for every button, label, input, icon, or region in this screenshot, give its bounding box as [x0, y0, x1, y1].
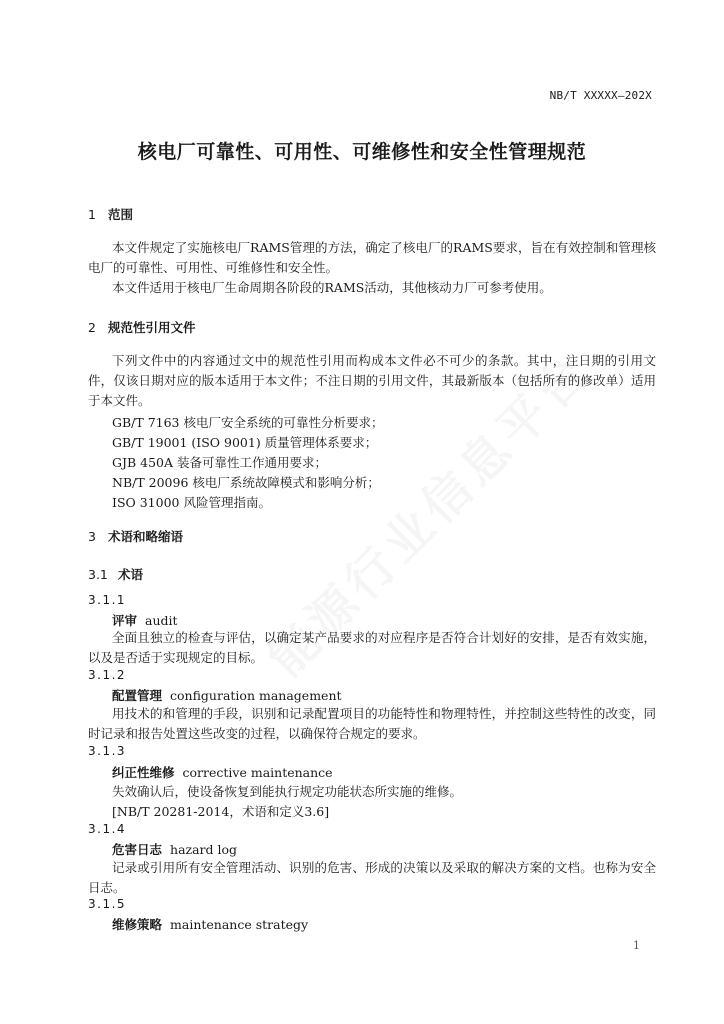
- term-definition: 失效确认后，使设备恢复到能执行规定功能状态所实施的维修。: [112, 784, 463, 799]
- term-definition: 记录或引用所有安全管理活动、识别的危害、形成的决策以及采取的解决方案的文档。也称为安全日志。: [88, 860, 656, 895]
- term-number: 3.1.1: [88, 593, 127, 607]
- term-definition: 全面且独立的检查与评估，以确定某产品要求的对应程序是否符合计划好的安排，是否有效实施，以及是否适于实现规定的目标。: [88, 630, 656, 665]
- term-entry: [112, 763, 333, 781]
- section-title: 术语和略缩语: [108, 529, 184, 544]
- term-en: corrective maintenance: [182, 765, 333, 780]
- term-entry: [112, 611, 178, 629]
- paragraph: 下列文件中的内容通过文中的规范性引用而构成本文件必不可少的条款。其中，注日期的引用文件，仅该日期对应的版本适用于本文件；不注日期的引用文件，其最新版本（包括所有的修改单）适用于本文件。: [88, 353, 656, 408]
- section-title: 范围: [108, 207, 134, 222]
- term-zh: 危害日志: [112, 842, 163, 857]
- page-number: 1: [633, 939, 640, 952]
- reference-item: GB/T 7163 核电厂安全系统的可靠性分析要求；: [112, 415, 384, 430]
- section-heading-terms: [88, 527, 183, 545]
- term-definition: 用技术的和管理的手段，识别和记录配置项目的功能特性和物理特性，并控制这些特性的改变，同时记录和报告处置这些改变的过程，以确保符合规定的要求。: [88, 706, 656, 741]
- term-zh: 维修策略: [112, 917, 163, 932]
- subsection-heading-terms: [88, 565, 143, 583]
- term-en: hazard log: [170, 842, 238, 857]
- section-number: 1: [88, 207, 96, 222]
- term-en: configuration management: [170, 688, 342, 703]
- paragraph: 本文件规定了实施核电厂RAMS管理的方法，确定了核电厂的RAMS要求，旨在有效控制和管理核电厂的可靠性、可用性、可维修性和安全性。: [88, 240, 656, 275]
- term-number: 3.1.3: [88, 744, 127, 758]
- term-zh: 纠正性维修: [112, 765, 175, 780]
- paragraph: 本文件适用于核电厂生命周期各阶段的RAMS活动，其他核动力厂可参考使用。: [112, 280, 552, 295]
- reference-item: GJB 450A 装备可靠性工作通用要求；: [112, 455, 328, 470]
- section-heading-scope: [88, 205, 133, 223]
- term-number: 3.1.2: [88, 668, 127, 682]
- section-number: 2: [88, 320, 96, 335]
- reference-item: NB/T 20096 核电厂系统故障模式和影响分析；: [112, 475, 380, 490]
- section-number: 3: [88, 529, 96, 544]
- term-en: maintenance strategy: [170, 917, 309, 932]
- term-number: 3.1.5: [88, 897, 127, 911]
- term-number: 3.1.4: [88, 822, 127, 836]
- term-zh: 评审: [112, 613, 138, 628]
- term-entry: [112, 686, 342, 704]
- subsection-title: 术语: [118, 567, 144, 582]
- reference-item: GB/T 19001 (ISO 9001) 质量管理体系要求；: [112, 435, 378, 450]
- section-heading-normative-references: [88, 318, 196, 336]
- term-entry: [112, 840, 237, 858]
- subsection-number: 3.1: [88, 567, 108, 582]
- term-zh: 配置管理: [112, 688, 163, 703]
- standard-number: NB/T XXXXX—202X: [549, 89, 652, 102]
- document-title: 核电厂可靠性、可用性、可维修性和安全性管理规范: [137, 141, 587, 163]
- reference-item: ISO 31000 风险管理指南。: [112, 495, 271, 510]
- term-source: [NB/T 20281-2014，术语和定义3.6]: [112, 804, 330, 819]
- term-en: audit: [145, 613, 178, 628]
- section-title: 规范性引用文件: [108, 320, 196, 335]
- term-entry: [112, 915, 308, 933]
